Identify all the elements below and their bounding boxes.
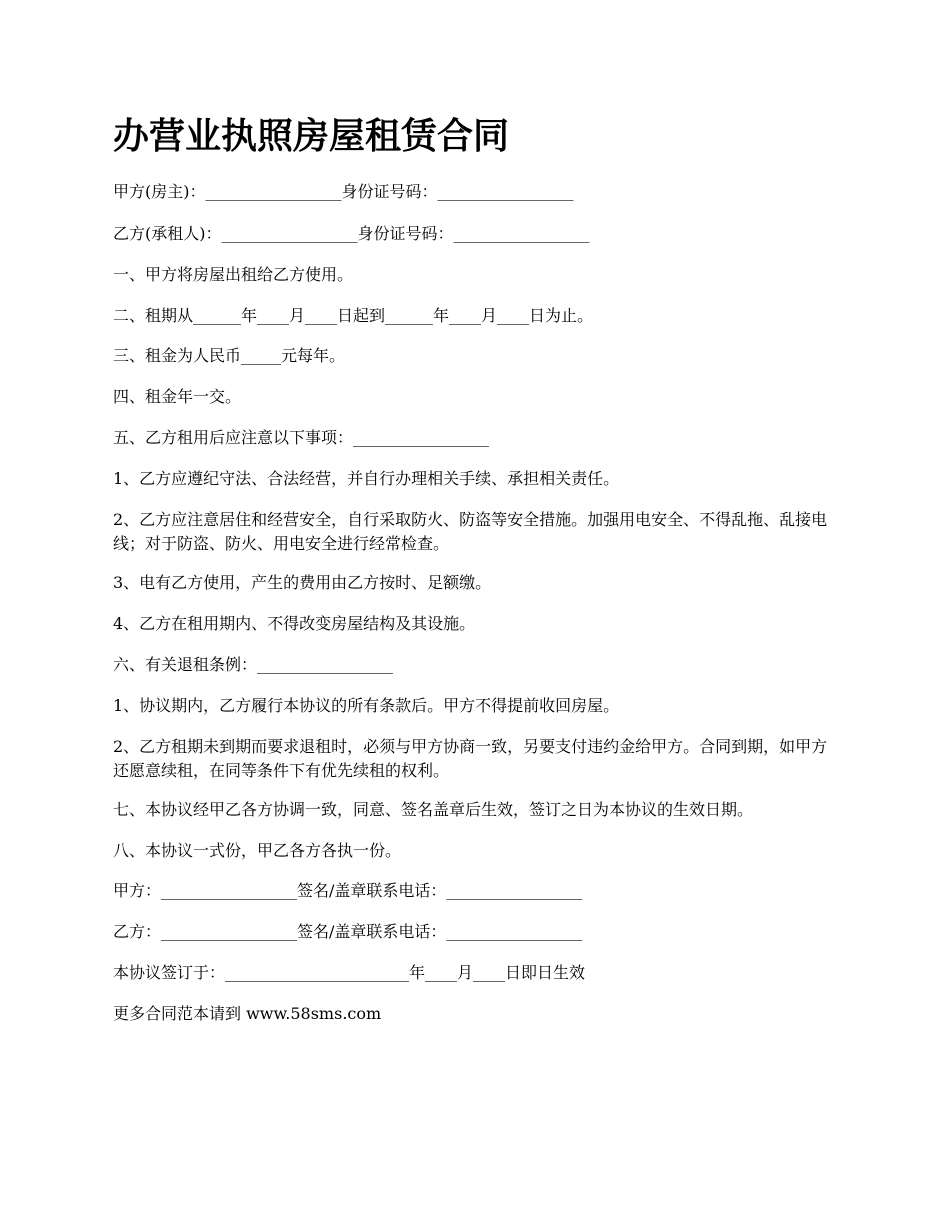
footer-note: 更多合同范本请到 www.58sms.com [113, 1004, 382, 1023]
clause-5-item-4: 4、乙方在租用期内、不得改变房屋结构及其设施。 [113, 614, 476, 633]
clause-5-item-3: 3、电有乙方使用，产生的费用由乙方按时、足额缴。 [113, 573, 492, 592]
document-title: 办营业执照房屋租赁合同 [113, 115, 510, 157]
clause-6-item-1: 1、协议期内，乙方履行本协议的所有条款后。甲方不得提前收回房屋。 [113, 696, 620, 715]
signing-date: 本协议签订于：_______________________年____月____日即日生效 [113, 963, 586, 982]
clause-7-effective: 七、本协议经甲乙各方协调一致，同意、签名盖章后生效，签订之日为本协议的生效日期。 [113, 800, 754, 819]
clause-6-item-2: 2、乙方租期未到期而要求退租时，必须与甲方协商一致，另要支付违约金给甲方。合同到期，如甲方还愿意续租，在同等条件下有优先续租的权利。 [113, 737, 828, 780]
clause-1: 一、甲方将房屋出租给乙方使用。 [113, 265, 354, 284]
clause-6-termination: 六、有关退租条例：_________________ [113, 655, 394, 674]
clause-4-payment: 四、租金年一交。 [113, 387, 242, 406]
clause-5-item-1: 1、乙方应遵纪守法、合法经营，并自行办理相关手续、承担相关责任。 [113, 469, 620, 488]
clause-5-notes: 五、乙方租用后应注意以下事项：_________________ [113, 428, 490, 447]
clause-5-item-2: 2、乙方应注意居住和经营安全，自行采取防火、防盗等安全措施。加强用电安全、不得乱拖、乱接电线；对于防盗、防火、用电安全进行经常检查。 [113, 510, 828, 553]
party-a-signature: 甲方：_________________签名/盖章联系电话：_________________ [113, 881, 583, 900]
party-b-signature: 乙方：_________________签名/盖章联系电话：_________________ [113, 922, 583, 941]
clause-3-rent: 三、租金为人民币_____元每年。 [113, 346, 346, 365]
clause-8-copies: 八、本协议一式份，甲乙各方各执一份。 [113, 841, 402, 860]
clause-2-term: 二、租期从______年____月____日起到______年____月____日为止。 [113, 306, 594, 325]
party-b-line: 乙方(承租人)：_________________身份证号码：_________________ [113, 224, 590, 243]
party-a-line: 甲方(房主)：_________________身份证号码：_________________ [113, 182, 574, 201]
